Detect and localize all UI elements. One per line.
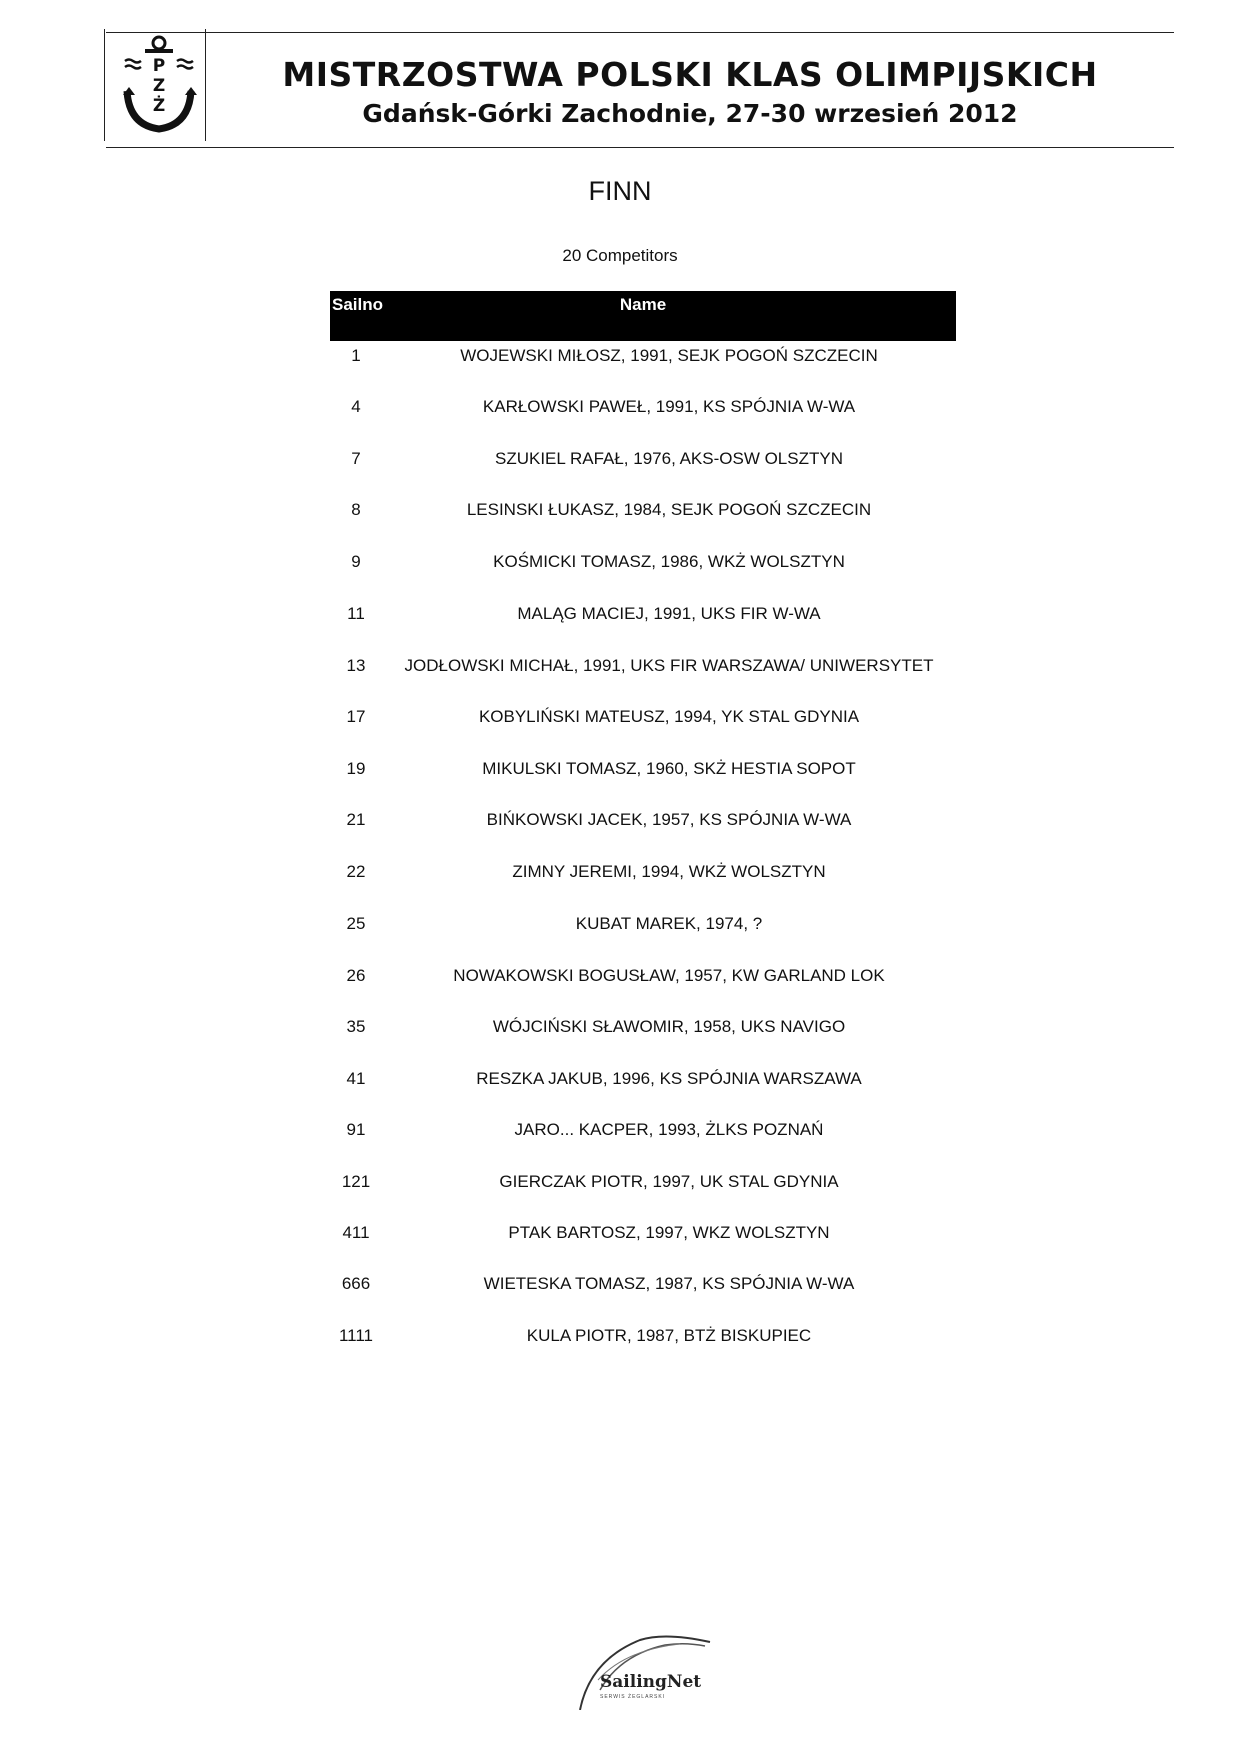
table-row — [330, 656, 956, 686]
class-title: FINN — [588, 176, 652, 206]
sailingnet-logo — [570, 1620, 720, 1710]
table-row — [330, 759, 956, 789]
footer-brand: SailingNet — [600, 1672, 702, 1692]
sailno-cell: 4 — [351, 397, 361, 416]
event-title: MISTRZOSTWA POLSKI KLAS OLIMPIJSKICH — [282, 55, 1098, 94]
name-cell: LESINSKI ŁUKASZ, 1984, SEJK POGOŃ SZCZECIN — [466, 500, 872, 519]
svg-text:Z: Z — [152, 76, 166, 96]
table-row — [330, 1274, 956, 1304]
name-cell: BIŃKOWSKI JACEK, 1957, KS SPÓJNIA W-WA — [486, 810, 852, 829]
name-cell: KUBAT MAREK, 1974, ? — [575, 914, 763, 933]
pzz-logo — [104, 29, 206, 141]
table-row — [330, 1326, 956, 1356]
table-row — [330, 397, 956, 427]
sailno-cell: 17 — [346, 707, 366, 726]
table-row — [330, 449, 956, 479]
table-row — [330, 1017, 956, 1047]
table-row — [330, 1223, 956, 1253]
competitor-count: 20 Competitors — [562, 246, 678, 265]
name-cell: KARŁOWSKI PAWEŁ, 1991, KS SPÓJNIA W-WA — [482, 397, 856, 416]
column-header-name: Name — [619, 295, 667, 314]
sailno-cell: 26 — [346, 966, 366, 985]
table-row — [330, 1069, 956, 1099]
table-row — [330, 1172, 956, 1202]
table-row — [330, 500, 956, 530]
table-row — [330, 810, 956, 840]
event-subtitle: Gdańsk-Górki Zachodnie, 27-30 wrzesień 2012 — [362, 99, 1018, 128]
name-cell: MIKULSKI TOMASZ, 1960, SKŻ HESTIA SOPOT — [482, 759, 856, 778]
sailno-cell: 7 — [351, 449, 361, 468]
name-cell: JODŁOWSKI MICHAŁ, 1991, UKS FIR WARSZAWA/ UNIWERSYTET — [404, 656, 934, 675]
name-cell: RESZKA JAKUB, 1996, KS SPÓJNIA WARSZAWA — [476, 1069, 862, 1088]
sailno-cell: 121 — [341, 1172, 371, 1191]
sailno-cell: 9 — [351, 552, 361, 571]
sailno-cell: 21 — [346, 810, 366, 829]
name-cell: GIERCZAK PIOTR, 1997, UK STAL GDYNIA — [499, 1172, 839, 1191]
name-cell: KOŚMICKI TOMASZ, 1986, WKŻ WOLSZTYN — [493, 552, 845, 571]
name-cell: PTAK BARTOSZ, 1997, WKZ WOLSZTYN — [508, 1223, 830, 1242]
table-row — [330, 862, 956, 892]
sailno-cell: 41 — [346, 1069, 366, 1088]
anchor-logo-icon — [105, 29, 205, 141]
table-row — [330, 914, 956, 944]
sailno-cell: 1 — [351, 346, 361, 365]
name-cell: WIETESKA TOMASZ, 1987, KS SPÓJNIA W-WA — [483, 1274, 855, 1293]
svg-text:Ż: Ż — [152, 96, 166, 116]
sailno-cell: 11 — [347, 604, 365, 623]
table-row — [330, 346, 956, 376]
sailno-cell: 35 — [346, 1017, 366, 1036]
column-header-sailno: Sailno — [332, 295, 384, 314]
name-cell: ZIMNY JEREMI, 1994, WKŻ WOLSZTYN — [512, 862, 826, 881]
table-row — [330, 552, 956, 582]
sailno-cell: 91 — [346, 1120, 366, 1139]
table-header — [330, 291, 956, 341]
svg-text:P: P — [152, 56, 166, 76]
table-row — [330, 966, 956, 996]
name-cell: SZUKIEL RAFAŁ, 1976, AKS-OSW OLSZTYN — [495, 449, 843, 468]
sailno-cell: 22 — [346, 862, 366, 881]
table-row — [330, 707, 956, 737]
footer-tagline: SERWIS ŻEGLARSKI — [600, 1694, 666, 1700]
name-cell: JARO... KACPER, 1993, ŻLKS POZNAŃ — [514, 1120, 824, 1139]
name-cell: WOJEWSKI MIŁOSZ, 1991, SEJK POGOŃ SZCZECIN — [460, 346, 878, 365]
sailno-cell: 13 — [346, 656, 366, 675]
sailno-cell: 19 — [346, 759, 366, 778]
name-cell: MALĄG MACIEJ, 1991, UKS FIR W-WA — [517, 604, 821, 623]
sailno-cell: 411 — [342, 1223, 370, 1242]
table-row — [330, 604, 956, 634]
sailno-cell: 25 — [346, 914, 366, 933]
name-cell: KULA PIOTR, 1987, BTŻ BISKUPIEC — [526, 1326, 812, 1345]
name-cell: NOWAKOWSKI BOGUSŁAW, 1957, KW GARLAND LOK — [453, 966, 885, 985]
sailno-cell: 666 — [341, 1274, 371, 1293]
name-cell: WÓJCIŃSKI SŁAWOMIR, 1958, UKS NAVIGO — [492, 1017, 846, 1036]
name-cell: KOBYLIŃSKI MATEUSZ, 1994, YK STAL GDYNIA — [478, 707, 860, 726]
sailno-cell: 8 — [351, 500, 361, 519]
table-row — [330, 1120, 956, 1150]
sailno-cell: 1111 — [338, 1326, 374, 1345]
document-header — [106, 32, 1174, 148]
